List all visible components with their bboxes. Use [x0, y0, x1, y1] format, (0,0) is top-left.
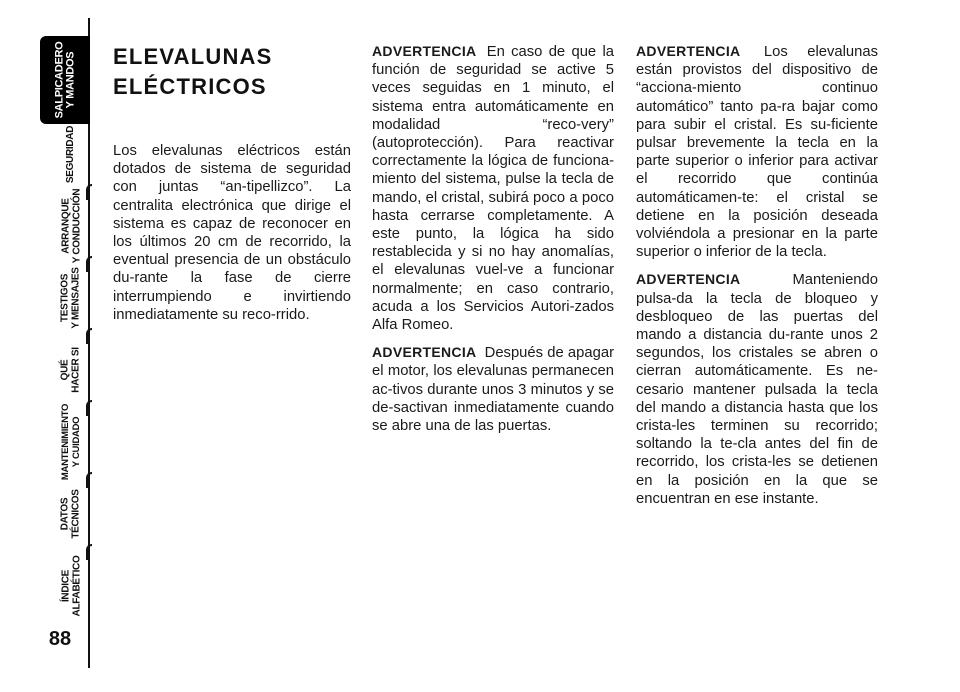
page-number: 88 — [48, 628, 72, 650]
section-title — [113, 42, 351, 102]
tab-datos-tecnicos[interactable] — [40, 478, 102, 550]
warning-engine-off — [372, 343, 614, 435]
warning-recovery — [372, 42, 614, 334]
warning-label: ADVERTENCIA — [636, 271, 741, 288]
warning-text: En caso de que la función de seguridad se active 5 veces seguidas en 1 minuto, el sistema entra automáticamente en modalidad “reco-very” (autoprotección). Para reactivar correctamente la lógica de funciona-miento del sistema, pulse la tecla de mando, el cristal, subirá poco a poco hasta cerrarse completamente. A este punto, la lógica ha sido restablecida y si no hay anomalías, el elevalunas vuel-ve a funcionar normalmente; en caso contrario, acuda a los Servicios Autori-zados Alfa Romeo. — [372, 44, 614, 334]
warning-text: Los elevalunas están provistos del dispositivo de “acciona-miento continuo automático” tanto pa-ra bajar como para subir el cristal. Es su-ficiente pulsar brevemente la tecla en la parte superior o inferior para activar el recorrido que continúa automáticamen-te: el cristal se detiene en la posición deseada volviéndola a presionar en la parte superior o inferior de la tecla. — [636, 44, 878, 261]
tab-seguridad[interactable] — [40, 118, 102, 190]
warning-label: ADVERTENCIA — [636, 43, 741, 59]
tab-salpicadero-y-mandos[interactable] — [40, 36, 90, 124]
chapter-tab-sidebar — [0, 0, 102, 692]
tab-label: SEGURIDAD — [65, 125, 77, 183]
warning-label: ADVERTENCIA — [372, 344, 477, 361]
tab-arranque-y-conduccion[interactable] — [40, 190, 102, 262]
warning-text: Manteniendo pulsa-da la tecla de bloqueo y desbloqueo de las puertas del mando a distancia du-rante unos 2 segundos, los cristales se abren o cierran automáticamente. Es ne-cesario mantener pulsada la tecla del mando a distancia hasta que los crista-les terminen su recorrido; soltando la te-cla antes del fin de recorrido, los crista-les se detienen en la posición en la que se encuentran en ese instante. — [636, 272, 878, 507]
intro-paragraph: Los elevalunas eléctricos están dotados de sistema de seguridad con juntas “an-tipellizco”. La centralita electrónica que dirige el sistema es capaz de reconocer en los últimos 20 cm de recorrido, la eventual presencia de un obstáculo du-rante la fase de cierre interrumpiendo e invirtiendo inmediatamente su reco-rrido. — [113, 143, 351, 323]
warning-label: ADVERTENCIA — [372, 43, 477, 59]
tab-label: ARRANQUE Y CONDUCCIÓN — [60, 188, 82, 264]
tab-label: ÍNDICE ALFABÉTICO — [59, 555, 82, 617]
tab-label: DATOS TÉCNICOS — [60, 489, 82, 539]
tab-testigos-y-mensajes[interactable] — [40, 262, 102, 334]
warning-continuous-operation — [636, 42, 878, 261]
warning-remote-control — [636, 270, 878, 508]
tab-que-hacer-si[interactable] — [40, 334, 102, 406]
section-title-line-1: ELEVALUNAS — [113, 44, 273, 69]
column-warnings-left — [372, 42, 614, 444]
column-warnings-right — [636, 42, 878, 517]
tab-label: SALPICADERO Y MANDOS — [53, 41, 77, 119]
tab-label: TESTIGOS Y MENSAJES — [59, 267, 82, 329]
warning-text: Después de apagar el motor, los elevalunas permanecen ac-tivos durante unos 3 minutos y se de-sactivan inmediatamente cuando se abre una de las puertas. — [372, 345, 614, 435]
section-title-line-2: ELÉCTRICOS — [113, 74, 267, 99]
tab-indice-alfabetico[interactable] — [40, 550, 102, 622]
tab-mantenimiento-y-cuidado[interactable] — [40, 403, 102, 481]
tab-label: MANTENIMIENTO Y CUIDADO — [60, 403, 82, 481]
column-intro — [113, 42, 351, 333]
tab-label: QUÉ HACER SI — [59, 347, 82, 393]
